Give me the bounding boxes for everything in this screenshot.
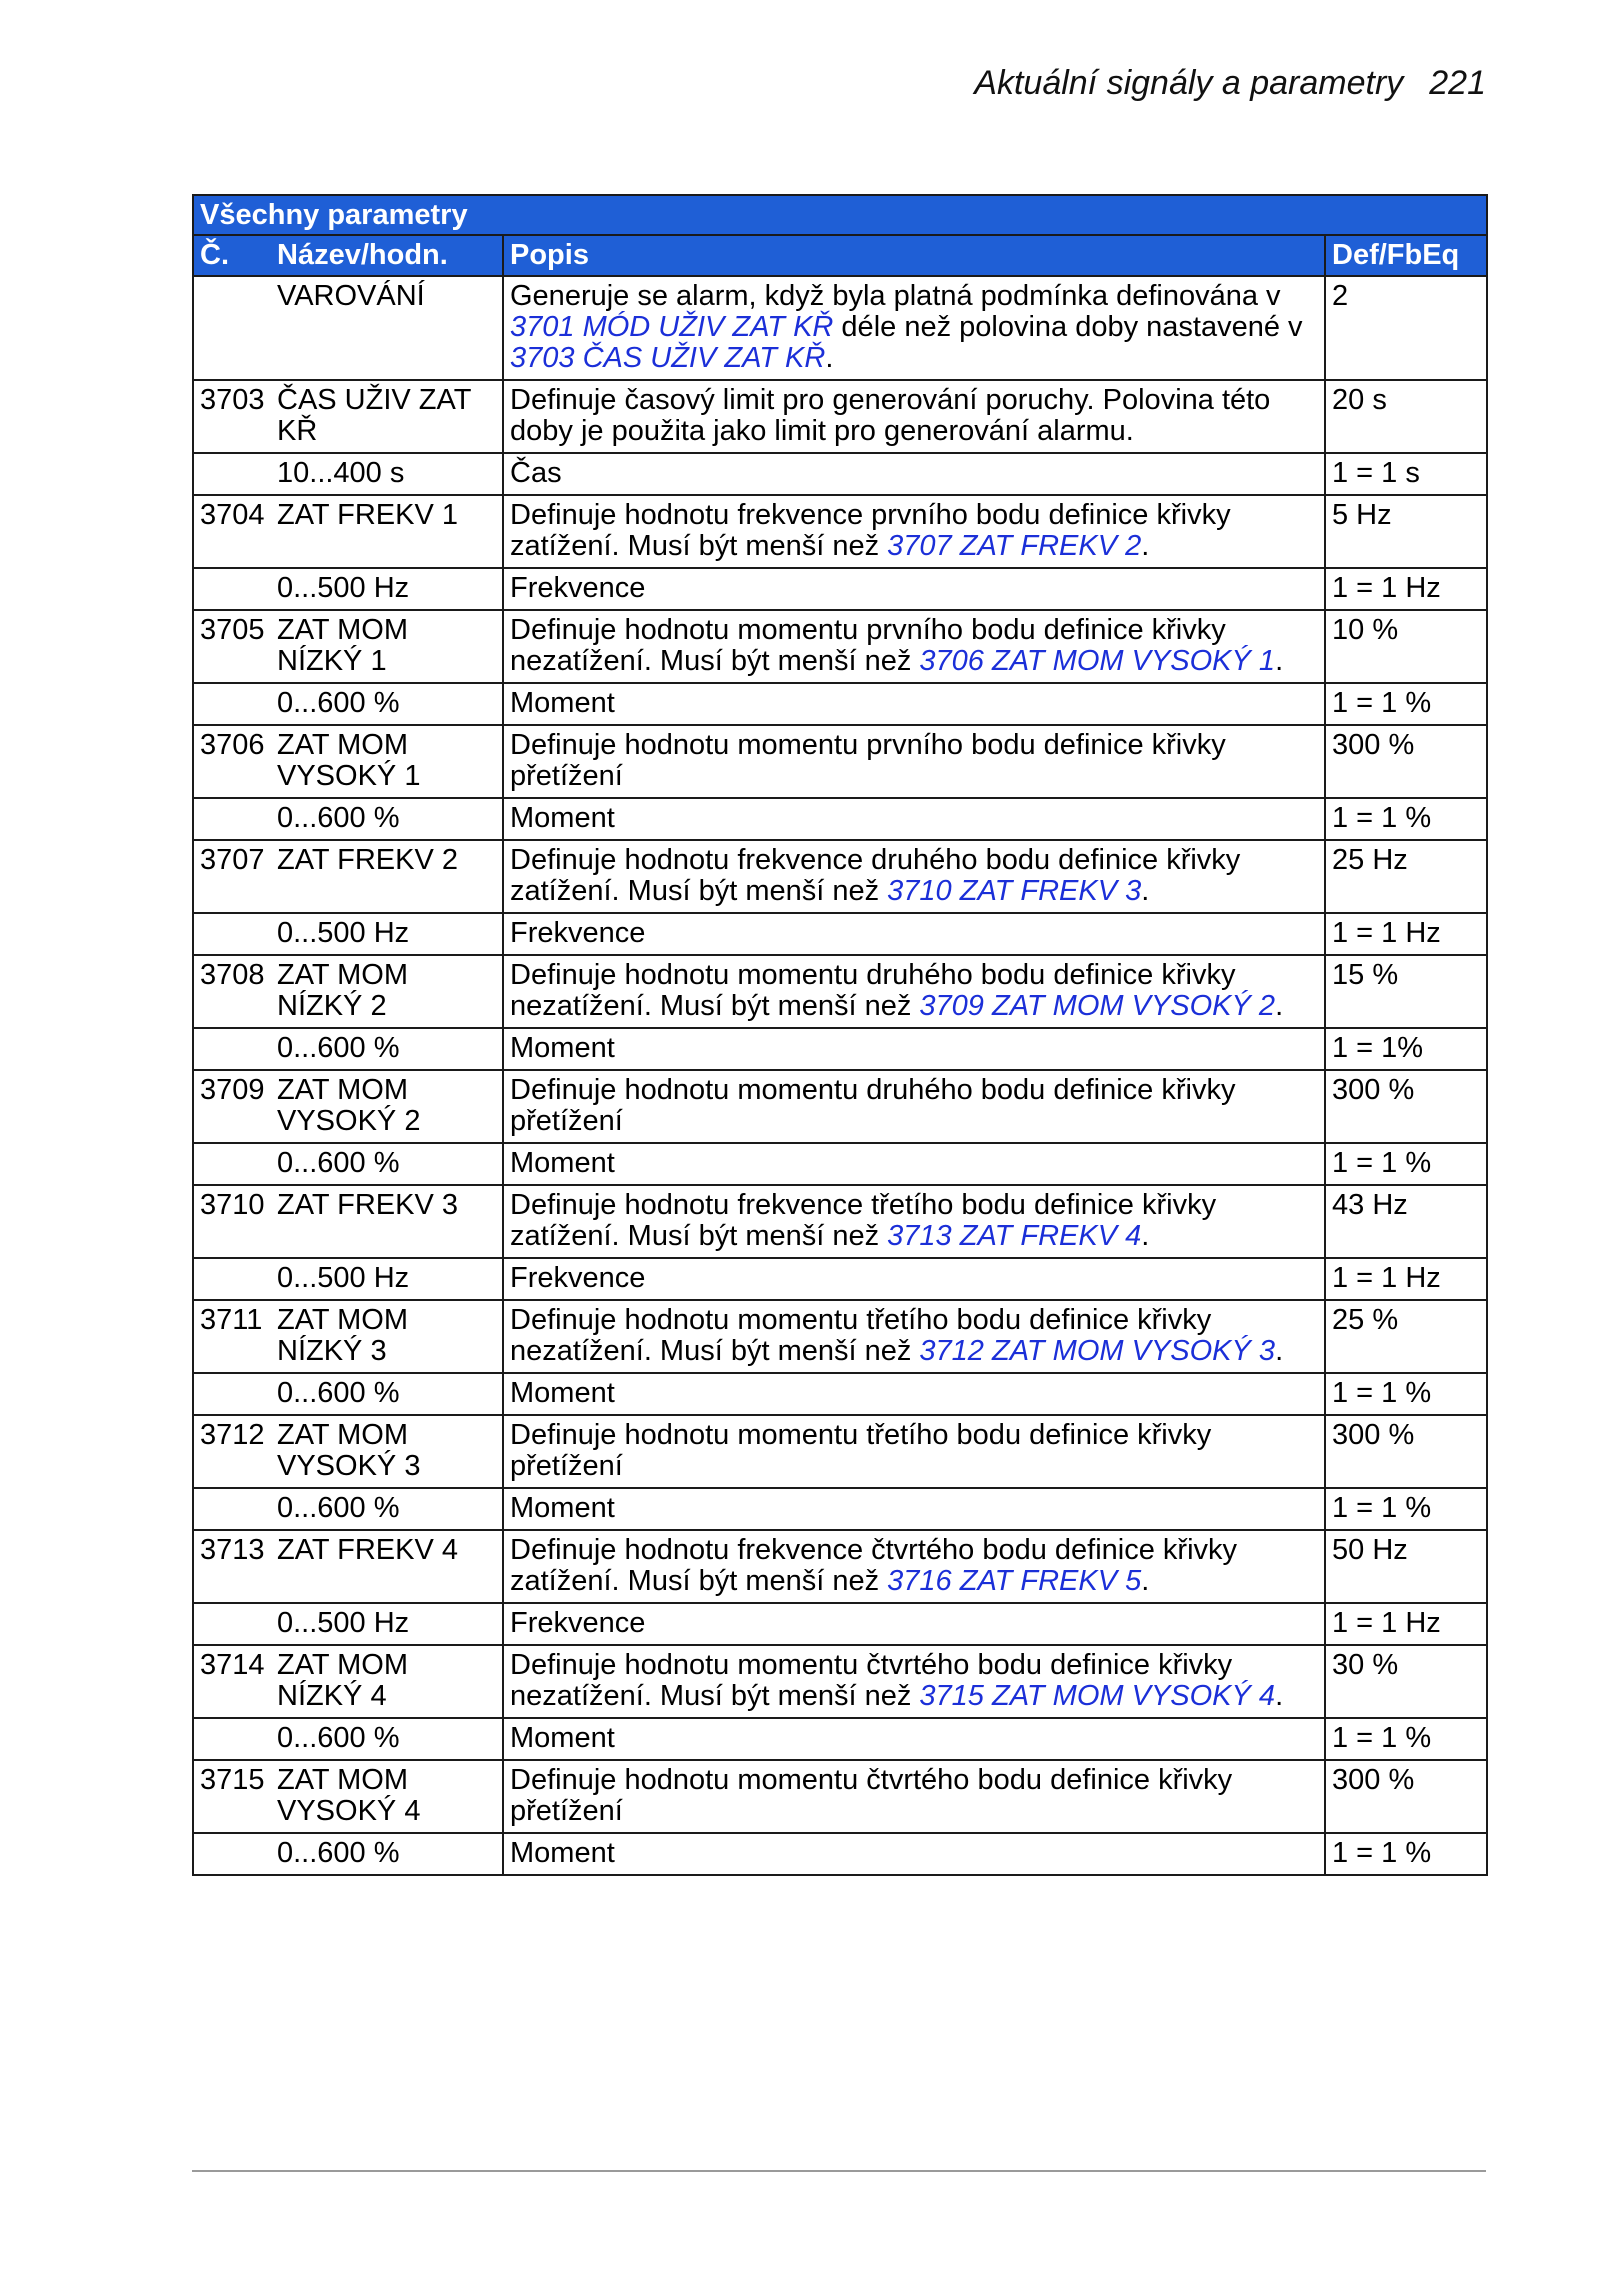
param-description [503,1258,1325,1300]
param-number [193,1488,277,1530]
description-text: Definuje hodnotu momentu třetího bodu definice křivky nezatížení. Musí být menší než [510,1304,1212,1367]
table-row [193,1415,1487,1488]
param-description [503,1833,1325,1875]
param-name: 0...600 % [277,1833,503,1875]
param-description [503,1718,1325,1760]
param-description [503,955,1325,1028]
param-name: ZAT FREKV 3 [277,1185,503,1258]
param-default: 300 % [1325,1415,1487,1488]
param-description [503,1300,1325,1373]
param-description [503,1028,1325,1070]
param-number: 3714 [193,1645,277,1718]
table-row [193,453,1487,495]
param-default: 1 = 1 s [1325,453,1487,495]
param-default: 30 % [1325,1645,1487,1718]
param-description [503,1070,1325,1143]
param-number: 3711 [193,1300,277,1373]
param-default: 300 % [1325,1070,1487,1143]
param-name: 0...600 % [277,1143,503,1185]
param-number: 3706 [193,725,277,798]
description-text: Definuje hodnotu momentu prvního bodu definice křivky nezatížení. Musí být menší než [510,614,1226,677]
description-text: Čas [510,457,562,489]
param-default: 1 = 1 Hz [1325,913,1487,955]
param-number [193,798,277,840]
table-row [193,1258,1487,1300]
description-text: . [1141,530,1150,562]
table-row [193,840,1487,913]
param-number: 3710 [193,1185,277,1258]
page-header [974,64,1486,103]
table-row [193,1488,1487,1530]
description-text: . [1141,1565,1150,1597]
param-description [503,1415,1325,1488]
description-text: Moment [510,1377,615,1409]
description-text: Definuje hodnotu momentu druhého bodu definice křivky přetížení [510,1074,1236,1137]
param-link[interactable]: 3715 ZAT MOM VYSOKÝ 4 [919,1680,1276,1712]
param-name: ZAT FREKV 2 [277,840,503,913]
param-default: 50 Hz [1325,1530,1487,1603]
param-name: 0...600 % [277,1488,503,1530]
description-text: Frekvence [510,1607,646,1639]
param-default: 1 = 1 % [1325,1718,1487,1760]
param-number [193,1258,277,1300]
param-name: ZAT MOM NÍZKÝ 1 [277,610,503,683]
param-default: 1 = 1% [1325,1028,1487,1070]
table-row [193,1530,1487,1603]
page-number: 221 [1429,64,1486,102]
param-link[interactable]: 3709 ZAT MOM VYSOKÝ 2 [919,990,1276,1022]
table-row [193,913,1487,955]
description-text: Frekvence [510,572,646,604]
description-text: Definuje hodnotu momentu třetího bodu definice křivky přetížení [510,1419,1212,1482]
table-row [193,1185,1487,1258]
description-text: . [1275,645,1284,677]
table-row [193,568,1487,610]
param-default: 25 Hz [1325,840,1487,913]
description-text: Definuje hodnotu frekvence druhého bodu definice křivky zatížení. Musí být menší než [510,844,1241,907]
param-description [503,1143,1325,1185]
param-default: 1 = 1 % [1325,1488,1487,1530]
description-text: Moment [510,687,615,719]
description-text: . [1275,1335,1284,1367]
param-number [193,1603,277,1645]
table-row [193,380,1487,453]
param-description [503,495,1325,568]
table-row [193,1070,1487,1143]
table-row [193,1603,1487,1645]
parameters-table [192,194,1488,1876]
description-text: Moment [510,1837,615,1869]
table-row [193,955,1487,1028]
column-header-name: Název/hodn. [277,235,503,276]
column-header-default: Def/FbEq [1325,235,1487,276]
param-default: 20 s [1325,380,1487,453]
param-number [193,1028,277,1070]
param-link[interactable]: 3706 ZAT MOM VYSOKÝ 1 [919,645,1276,677]
description-text: Definuje hodnotu momentu prvního bodu definice křivky přetížení [510,729,1226,792]
param-name: ZAT MOM VYSOKÝ 4 [277,1760,503,1833]
param-number: 3707 [193,840,277,913]
param-default: 1 = 1 % [1325,1833,1487,1875]
param-description [503,913,1325,955]
param-default: 25 % [1325,1300,1487,1373]
param-description [503,1603,1325,1645]
table-row [193,1645,1487,1718]
description-text: Moment [510,802,615,834]
table-row [193,1718,1487,1760]
param-description [503,568,1325,610]
param-default: 300 % [1325,725,1487,798]
param-name: ZAT MOM NÍZKÝ 4 [277,1645,503,1718]
param-number [193,276,277,380]
param-name: 0...600 % [277,1718,503,1760]
param-name: ZAT FREKV 1 [277,495,503,568]
table-row [193,1300,1487,1373]
param-number [193,1718,277,1760]
param-default: 1 = 1 Hz [1325,1258,1487,1300]
column-header-description: Popis [503,235,1325,276]
param-name: ZAT MOM NÍZKÝ 3 [277,1300,503,1373]
table-row [193,276,1487,380]
param-name: 0...600 % [277,683,503,725]
param-link[interactable]: 3707 ZAT FREKV 2 [887,530,1142,562]
param-number [193,1143,277,1185]
param-name: 0...600 % [277,798,503,840]
param-name: ZAT MOM VYSOKÝ 2 [277,1070,503,1143]
description-text: . [1141,1220,1150,1252]
param-description [503,276,1325,380]
param-name: ZAT MOM NÍZKÝ 2 [277,955,503,1028]
param-default: 10 % [1325,610,1487,683]
table-row [193,610,1487,683]
param-description [503,1530,1325,1603]
param-link[interactable]: 3703 ČAS UŽIV ZAT KŘ [510,342,826,374]
description-text: Definuje hodnotu frekvence prvního bodu definice křivky zatížení. Musí být menší než [510,499,1231,562]
param-description [503,1185,1325,1258]
param-number: 3703 [193,380,277,453]
param-link[interactable]: 3716 ZAT FREKV 5 [887,1565,1142,1597]
param-default: 1 = 1 Hz [1325,568,1487,610]
param-default: 1 = 1 % [1325,1373,1487,1415]
param-default: 15 % [1325,955,1487,1028]
param-default: 1 = 1 % [1325,683,1487,725]
param-default: 300 % [1325,1760,1487,1833]
footer-divider [192,2170,1486,2172]
description-text: Moment [510,1147,615,1179]
description-text: Frekvence [510,917,646,949]
param-name: ZAT MOM VYSOKÝ 3 [277,1415,503,1488]
column-header-number: Č. [193,235,277,276]
param-description [503,1373,1325,1415]
param-link[interactable]: 3712 ZAT MOM VYSOKÝ 3 [919,1335,1276,1367]
table-row [193,495,1487,568]
description-text: Generuje se alarm, když byla platná podmínka definována v [510,280,1281,312]
param-name: VAROVÁNÍ [277,276,503,380]
table-row [193,798,1487,840]
param-name: 0...500 Hz [277,568,503,610]
description-text: . [1141,875,1150,907]
param-description [503,798,1325,840]
param-name: ZAT FREKV 4 [277,1530,503,1603]
param-description [503,453,1325,495]
param-default: 1 = 1 % [1325,1143,1487,1185]
param-number: 3709 [193,1070,277,1143]
param-description [503,1488,1325,1530]
table-body [193,276,1487,1875]
param-description [503,610,1325,683]
description-text: déle než polovina doby nastavené v [833,311,1303,343]
param-name: 0...600 % [277,1028,503,1070]
column-header-row [193,235,1487,276]
table-title: Všechny parametry [193,195,1487,235]
param-description [503,380,1325,453]
description-text: . [1275,990,1284,1022]
description-text: . [1275,1680,1284,1712]
param-number [193,683,277,725]
param-link[interactable]: 3701 MÓD UŽIV ZAT KŘ [510,311,834,343]
param-default: 2 [1325,276,1487,380]
param-name: 10...400 s [277,453,503,495]
param-link[interactable]: 3710 ZAT FREKV 3 [887,875,1142,907]
table-title-row [193,195,1487,235]
param-number [193,1833,277,1875]
param-default: 1 = 1 Hz [1325,1603,1487,1645]
param-name: 0...500 Hz [277,913,503,955]
param-default: 5 Hz [1325,495,1487,568]
param-number: 3704 [193,495,277,568]
param-number: 3713 [193,1530,277,1603]
param-number [193,453,277,495]
description-text: Definuje hodnotu momentu čtvrtého bodu definice křivky přetížení [510,1764,1233,1827]
section-title: Aktuální signály a parametry [974,64,1404,102]
description-text: Definuje hodnotu momentu čtvrtého bodu definice křivky nezatížení. Musí být menší než [510,1649,1233,1712]
description-text: Definuje časový limit pro generování poruchy. Polovina této doby je použita jako limit pro generování alarmu. [510,384,1271,447]
param-name: ZAT MOM VYSOKÝ 1 [277,725,503,798]
table-row [193,1833,1487,1875]
param-default: 1 = 1 % [1325,798,1487,840]
param-number: 3705 [193,610,277,683]
description-text: Frekvence [510,1262,646,1294]
description-text: Moment [510,1032,615,1064]
description-text: Moment [510,1722,615,1754]
param-number: 3708 [193,955,277,1028]
param-link[interactable]: 3713 ZAT FREKV 4 [887,1220,1142,1252]
description-text: Definuje hodnotu frekvence čtvrtého bodu definice křivky zatížení. Musí být menší než [510,1534,1238,1597]
table-row [193,725,1487,798]
table-row [193,1373,1487,1415]
table-row [193,683,1487,725]
description-text: Moment [510,1492,615,1524]
table-row [193,1028,1487,1070]
param-description [503,725,1325,798]
param-number: 3715 [193,1760,277,1833]
param-description [503,683,1325,725]
param-number [193,1373,277,1415]
param-default: 43 Hz [1325,1185,1487,1258]
description-text: . [825,342,834,374]
param-name: ČAS UŽIV ZAT KŘ [277,380,503,453]
param-description [503,840,1325,913]
param-number [193,568,277,610]
param-name: 0...500 Hz [277,1603,503,1645]
table-row [193,1760,1487,1833]
param-number [193,913,277,955]
param-description [503,1760,1325,1833]
param-number: 3712 [193,1415,277,1488]
param-name: 0...600 % [277,1373,503,1415]
table-row [193,1143,1487,1185]
param-name: 0...500 Hz [277,1258,503,1300]
description-text: Definuje hodnotu momentu druhého bodu definice křivky nezatížení. Musí být menší než [510,959,1236,1022]
description-text: Definuje hodnotu frekvence třetího bodu definice křivky zatížení. Musí být menší než [510,1189,1217,1252]
param-description [503,1645,1325,1718]
